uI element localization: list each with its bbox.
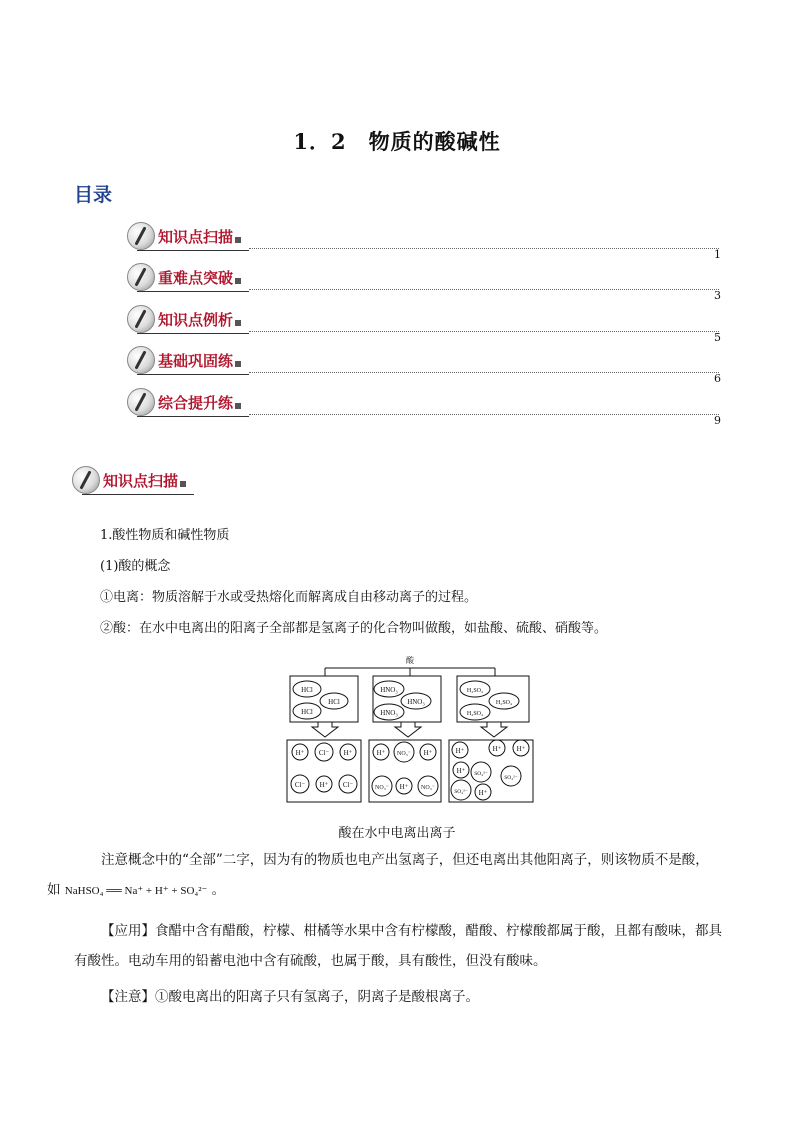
- attention-tag: 【注意】: [101, 989, 155, 1005]
- definition-acid: ②酸：在水中电离出的阳离子全部都是氢离子的化合物叫做酸，如盐酸、硫酸、硝酸等。: [100, 621, 608, 636]
- ion-label: H⁺: [492, 745, 502, 753]
- ion-label: SO₄²⁻: [504, 775, 518, 781]
- ion-label: H⁺: [516, 745, 526, 753]
- brush-icon: [127, 222, 155, 250]
- ion-label: SO₄²⁻: [474, 771, 488, 777]
- toc-badge: [127, 222, 241, 250]
- brush-icon: [127, 346, 155, 374]
- application-paragraph: [74, 916, 734, 976]
- molecule-label: HCl: [301, 708, 313, 716]
- toc-heading: 目录: [74, 184, 113, 206]
- brush-icon: [127, 388, 155, 416]
- ion-label: H⁺: [343, 749, 353, 757]
- toc-page-number: 9: [714, 414, 721, 427]
- molecule-label: HNO₃: [380, 686, 398, 694]
- ion-label: H⁺: [478, 789, 488, 797]
- note-prefix: 如: [47, 882, 61, 898]
- toc-item-label: 重难点突破: [158, 268, 234, 287]
- attention-paragraph: [74, 982, 734, 1012]
- badge-underline: [137, 333, 249, 334]
- section-heading: 1.酸性物质和碱性物质: [100, 528, 230, 543]
- toc-item-label: 基础巩固练: [158, 351, 234, 370]
- molecule-label: HNO₃: [407, 698, 425, 706]
- badge-underline: [137, 291, 249, 292]
- ion-label: H⁺: [399, 783, 409, 791]
- note-text: 注意概念中的“全部”二字，因为有的物质也电产出氢离子，但还电离出其他阳离子，则该物质不是酸，: [101, 852, 709, 868]
- toc-leader-dots: [249, 331, 719, 332]
- subsection-heading: (1)酸的概念: [100, 559, 171, 574]
- toc-leader-dots: [249, 372, 719, 373]
- toc-item[interactable]: [127, 222, 721, 262]
- section-badge-inner: [72, 466, 186, 494]
- toc-item[interactable]: [127, 346, 721, 386]
- application-text: 食醋中含有醋酸，柠檬、柑橘等水果中含有柠檬酸，醋酸、柠檬酸都属于酸，且都有酸味，都具有酸性。电动车用的铅蓄电池中含有硫酸，也属于酸，具有酸性，但没有酸味。: [74, 923, 722, 969]
- ion-label: H⁺: [295, 749, 305, 757]
- toc-badge: [127, 263, 241, 291]
- section-badge-label: 知识点扫描: [103, 471, 179, 490]
- toc-leader-dots: [249, 248, 719, 249]
- molecule-label: H₂SO₄: [495, 700, 513, 706]
- note-paragraph: [47, 845, 734, 906]
- toc-page-number: 3: [714, 289, 721, 302]
- ion-label: Cl⁻: [342, 781, 354, 789]
- badge-underline: [137, 374, 249, 375]
- toc-item-label: 综合提升练: [158, 393, 234, 412]
- ion-label: H⁺: [319, 781, 329, 789]
- corner-mark-icon: [180, 481, 186, 487]
- diagram-caption: 酸在水中电离出离子: [338, 826, 456, 841]
- ion-label: NO₃⁻: [375, 785, 389, 791]
- toc-item-label: 知识点例析: [158, 310, 234, 329]
- molecule-label: HNO₃: [380, 709, 398, 717]
- corner-mark-icon: [235, 237, 241, 243]
- toc-page-number: 6: [714, 372, 721, 385]
- brush-icon: [127, 263, 155, 291]
- ion-label: NO₃⁻: [397, 751, 411, 757]
- toc-badge: [127, 388, 241, 416]
- ion-label: H⁺: [456, 767, 466, 775]
- ion-label: Cl⁻: [318, 749, 330, 757]
- corner-mark-icon: [235, 403, 241, 409]
- ion-label: H⁺: [455, 747, 465, 755]
- ion-label: H⁺: [376, 749, 386, 757]
- toc-leader-dots: [249, 289, 719, 290]
- toc-item-label: 知识点扫描: [158, 227, 234, 246]
- toc-page-number: 5: [714, 331, 721, 344]
- diagram-top-label: 酸: [406, 656, 414, 665]
- ion-label: NO₃⁻: [421, 785, 435, 791]
- toc-page-number: 1: [714, 248, 721, 261]
- molecule-label: HCl: [328, 698, 340, 706]
- toc-item[interactable]: [127, 305, 721, 345]
- molecule-label: HCl: [301, 686, 313, 694]
- application-tag: 【应用】: [101, 923, 155, 939]
- brush-icon: [127, 305, 155, 333]
- corner-mark-icon: [235, 278, 241, 284]
- toc-leader-dots: [249, 414, 719, 415]
- ion-label: SO₄²⁻: [454, 789, 468, 795]
- corner-mark-icon: [235, 361, 241, 367]
- toc-item[interactable]: [127, 388, 721, 428]
- badge-underline: [82, 494, 194, 495]
- note-suffix: 。: [211, 882, 226, 898]
- molecule-label: H₂SO₄: [466, 688, 484, 694]
- brush-icon: [72, 466, 100, 494]
- section-badge: [72, 466, 202, 498]
- acid-ionization-diagram: [285, 654, 537, 806]
- definition-ionization: ①电离：物质溶解于水或受热熔化而解离成自由移动离子的过程。: [100, 590, 478, 605]
- molecule-label: H₂SO₄: [466, 711, 484, 717]
- badge-underline: [137, 416, 249, 417]
- attention-text: ①酸电离出的阳离子只有氢离子，阴离子是酸根离子。: [155, 989, 479, 1005]
- ion-label: Cl⁻: [294, 781, 306, 789]
- toc-item[interactable]: [127, 263, 721, 303]
- toc-badge: [127, 346, 241, 374]
- toc-badge: [127, 305, 241, 333]
- ion-label: H⁺: [423, 749, 433, 757]
- page-title: 1．2 物质的酸碱性: [293, 129, 501, 154]
- note-formula: NaHSO₄ ══ Na⁺ + H⁺ + SO₄²⁻: [64, 885, 208, 897]
- corner-mark-icon: [235, 320, 241, 326]
- badge-underline: [137, 250, 249, 251]
